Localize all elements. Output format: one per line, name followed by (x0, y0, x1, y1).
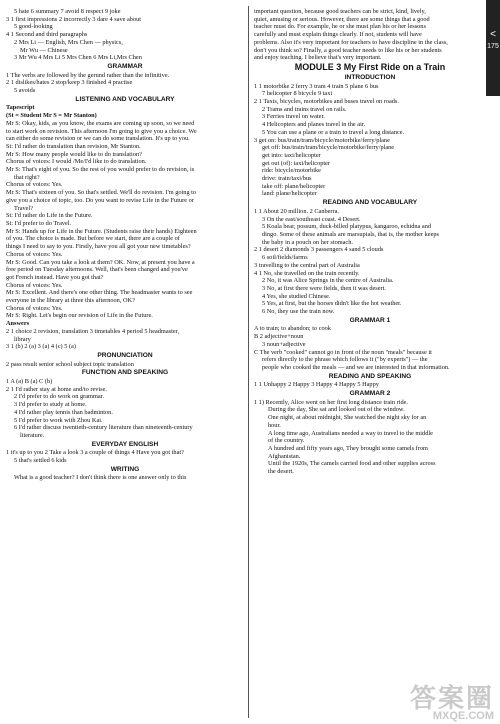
text-line: that right? (14, 173, 40, 181)
text-line: Mr S: Good. Can you take a look at them? OK. Now, at present you have a (6, 258, 195, 266)
text-line: 2 1 dislikes/hates 2 stop/keep 3 finished 4 practise (6, 79, 133, 87)
text-line: 5 good-looking (14, 23, 53, 31)
text-line: Mr S: Excellent. And there's one other thing. The headmaster wants to see (6, 289, 193, 297)
text-line: Mr Wu — Chinese (20, 46, 68, 54)
text-line: 3 On the east/southeast coast. 4 Desert. (262, 215, 361, 223)
text-line: 1 A (a) B (a) C (b) (6, 378, 53, 386)
text-line: the baby in a pouch on her stomach. (262, 238, 353, 246)
text-line: What is a good teacher? I don't think there is one answer only to this (14, 474, 187, 482)
column-divider (248, 6, 249, 718)
text-line: 5 avoids (14, 87, 36, 95)
text-line: Until the 1920s, The camels carried food and other supplies across (268, 460, 436, 468)
text-line: 1 1 Unhappy 2 Happy 3 Happy 4 Happy 5 Happy (254, 381, 379, 389)
text-line: land: plane/helicopter (262, 190, 317, 198)
text-line: (St = Student Mr S = Mr Stanton) (6, 112, 97, 120)
text-line: Chorus of voices: Yes. (6, 250, 63, 258)
text-line: Travel? (14, 204, 34, 212)
text-line: 3 Mr Wu 4 Mrs Li 5 Mrs Chen 6 Mrs Li,Mrs Chen (14, 54, 142, 62)
text-line: 5 Yes, at first, but the horses didn't like the hot weather. (262, 300, 402, 308)
text-line: to start work on revision. This afternoon I'm going to give you a choice. We (6, 127, 197, 135)
text-line: 6 soil/fields/farms (262, 254, 308, 262)
text-line: 3 get on: bus/train/tram/bicycle/motorbike/ferry/plane (254, 136, 390, 144)
text-line: ride: bicycle/motorbike (262, 167, 321, 175)
chevron-left-icon: < (490, 29, 496, 40)
text-line: and enjoy teaching. I believe that's very important. (254, 54, 382, 62)
text-line: 1 1) Recently, Alice went on her first long distance train ride. (254, 398, 408, 406)
text-line: Mr S: How many people would like to do translation? (6, 150, 142, 158)
text-line: A to train; to abandon; to cook (254, 325, 331, 333)
left-column (6, 8, 244, 482)
text-line: Mr S: That's eight of you. So the rest of you would prefer to do revision, is (6, 166, 195, 174)
text-line: everyone in the library at three this afternoon, OK? (6, 297, 135, 305)
text-line: 2 Mrs Li — English, Mrs Chen — physics, (14, 38, 123, 46)
text-line: 2 No, it was Alice Springs in the centre of Australia. (262, 277, 394, 285)
text-line: 2 pass result senior school subject topic translation (6, 360, 134, 368)
text-line: Answers (6, 320, 30, 328)
text-line: A long time ago, Australians needed a way to travel to the middle (268, 429, 433, 437)
module-title: MODULE 3 My First Ride on a Train (294, 61, 446, 72)
text-line: 6 I'd rather discuss twentieth-century literature than nineteenth-century (14, 424, 193, 432)
watermark-url: MXQE.COM (432, 710, 494, 722)
text-line: 5 that's settled 6 kids (14, 457, 67, 465)
text-line: 2 1 Taxis, bicycles, motorbikes and buses travel on roads. (254, 98, 399, 106)
text-line: of you. The choice is made. But before we start, there are a couple of (6, 235, 180, 243)
text-line: 2 I'd prefer to do work on grammar. (14, 393, 104, 401)
text-line: take off: plane/helicopter (262, 182, 326, 190)
text-line: St: I'd rather do translation than revision, Mr Stanton. (6, 142, 141, 150)
text-line: 3 noun+adjective (262, 340, 306, 348)
text-line: drive: train/taxi/bus (262, 175, 312, 183)
section-heading: READING AND VOCABULARY (322, 199, 418, 207)
text-line: Mr S: Hands up for Life in the Future. (Students raise their hands) Eighteen (6, 227, 197, 235)
section-heading: FUNCTION AND SPEAKING (81, 369, 169, 377)
text-line: don't you think so? Finally, a good teacher needs to like his or her students (254, 46, 442, 54)
text-line: hour. (268, 421, 281, 429)
text-line: carefully and must explain things clearly. If not, students will have (254, 31, 422, 39)
text-line: St: I'd prefer to do Travel. (6, 219, 72, 227)
page-number: 175 (487, 43, 499, 50)
text-line: 3 1 first impressions 2 incorrectly 3 dare 4 save about (6, 15, 141, 23)
section-heading: GRAMMAR 1 (349, 316, 391, 324)
text-line: get off: bus/train/tram/bicycle/motorbike/ferry/plane (262, 144, 395, 152)
text-line: problems. Also it's very important for teachers to have discipline in the class, (254, 38, 448, 46)
text-line: Chorus of voices: I would /Me/I'd like to do translation. (6, 158, 147, 166)
text-line: 2 1 desert 2 diamonds 3 passengers 4 sand 5 clouds (254, 246, 384, 254)
text-line: get out (of): taxi/helicopter (262, 159, 331, 167)
text-line: 3 No, at first there were fields, then it was desert. (262, 284, 386, 292)
text-line: 6 No, they use the train now. (262, 308, 335, 316)
text-line: 1 1 motorbike 2 ferry 3 tram 4 train 5 plane 6 bus (254, 82, 379, 90)
text-line: 2 1 choice 2 revision, translation 3 timetables 4 period 5 headmaster, (6, 327, 180, 335)
text-line: One night, at about midnight, She watched the night sky for an (268, 414, 427, 422)
watermark-logo-text: 答案圈 (409, 683, 494, 713)
section-heading: GRAMMAR 2 (349, 390, 391, 398)
text-line: 5 Koala bear, possum, duck-billed platypus, kangaroo, echidna and (262, 223, 432, 231)
text-line: 1 The verbs are followed by the gerund rather than the infinitive. (6, 71, 170, 79)
text-line: 3 1 (b) 2 (a) 3 (a) 4 (c) 5 (a) (6, 343, 76, 351)
section-heading: GRAMMAR (107, 62, 143, 70)
text-line: Tapescript (6, 104, 35, 112)
right-column (254, 8, 486, 476)
text-line: During the day, She sat and looked out of the window. (268, 406, 405, 414)
text-line: library (14, 335, 31, 343)
text-line: Chorus of voices: Yes. (6, 181, 63, 189)
text-line: give you a choice of topic, too. Do you want to revise Life in the Future or (6, 196, 194, 204)
text-line: 5 You can use a plane or a train to travel a long distance. (262, 128, 405, 136)
text-line: people who cooked the meals — and we are interested in that information. (262, 363, 450, 371)
page-tab (486, 0, 500, 96)
text-line: Mr S: That's sixteen of you. So that's settled. We'll do revision. I'm going to (6, 189, 197, 197)
text-line: Mr S: Okay, kids, as you know, the exams are coming up soon, so we need (6, 119, 195, 127)
text-line: 1 it's up to you 2 Take a look 3 a couple of things 4 Have you got that? (6, 449, 184, 457)
section-heading: EVERYDAY ENGLISH (91, 440, 159, 448)
section-heading: WRITING (110, 465, 140, 473)
text-line: 7 helicopter 8 bicycle 9 taxi (262, 90, 333, 98)
section-heading: INTRODUCTION (344, 73, 396, 81)
text-line: B 2 adjective+noun (254, 333, 304, 341)
text-line: refers directly to the phrase which follows it ("by experts") — the (262, 356, 428, 364)
text-line: 3 Ferries travel on water. (262, 113, 325, 121)
section-heading: LISTENING AND VOCABULARY (75, 95, 175, 103)
text-line: free period on Tuesday afternoons. Well, that's been changed and you've (6, 266, 188, 274)
text-line: got French instead. Have you got that? (6, 273, 104, 281)
text-line: 3 I'd prefer to study at home. (14, 401, 87, 409)
text-line: of the country. (268, 437, 305, 445)
text-line: 4 Helicopters and planes travel in the air. (262, 121, 366, 129)
text-line: C The verb "cooked" cannot go in front of the noun "meals" because it (254, 348, 432, 356)
text-line: 2 Trams and trains travel on rails. (262, 105, 347, 113)
text-line: 4 Yes, she studied Chinese. (262, 292, 331, 300)
text-line: literature. (20, 431, 45, 439)
text-line: Mr S: Right. Let's begin our revision of Life in the Future. (6, 312, 153, 320)
text-line: the desert. (268, 468, 294, 476)
text-line: quiet, amusing or serious. However, there are some things that a good (254, 15, 430, 23)
text-line: Afghanistan. (268, 452, 301, 460)
text-line: A hundred and fifty years ago, They brought some camels from (268, 444, 428, 452)
watermark (410, 685, 494, 722)
text-line: St: I'd rather do Life in the Future. (6, 212, 93, 220)
text-line: dingo. Some of these animals are marsupials, that is, the mother keeps (262, 230, 439, 238)
text-line: 4 I'd rather play tennis than badminton. (14, 408, 113, 416)
section-heading: READING AND SPEAKING (328, 372, 412, 380)
text-line: 4 1 No, she travelled on the train recently. (254, 269, 360, 277)
text-line: Chorus of voices: Yes. (6, 281, 63, 289)
text-line: 1 1 About 20 million. 2 Canberra. (254, 207, 339, 215)
text-line: 2 1 I'd rather stay at home and/to revise. (6, 385, 107, 393)
text-line: important question, because good teachers can be strict, kind, lively, (254, 8, 426, 15)
text-line: get into: taxi/helicopter (262, 151, 321, 159)
text-line: things I need to say to you. Firstly, have you all got your new timetables? (6, 243, 191, 251)
text-line: teacher must do. For example, he or she must plan his or her lessons (254, 23, 426, 31)
section-heading: PRONUNCIATION (97, 351, 153, 359)
text-line: 5 hate 6 summary 7 avoid 8 respect 9 joke (14, 8, 121, 15)
text-line: Chorus of voices: Yes. (6, 304, 63, 312)
text-line: can either do some revision or we can do some translation. It's up to you. (6, 135, 190, 143)
text-line: 4 1 Second and third paragraphs (6, 31, 88, 39)
text-line: 3 travelling to the central part of Australia (254, 261, 360, 269)
text-line: 5 I'd prefer to work with Zhou Kai. (14, 416, 103, 424)
